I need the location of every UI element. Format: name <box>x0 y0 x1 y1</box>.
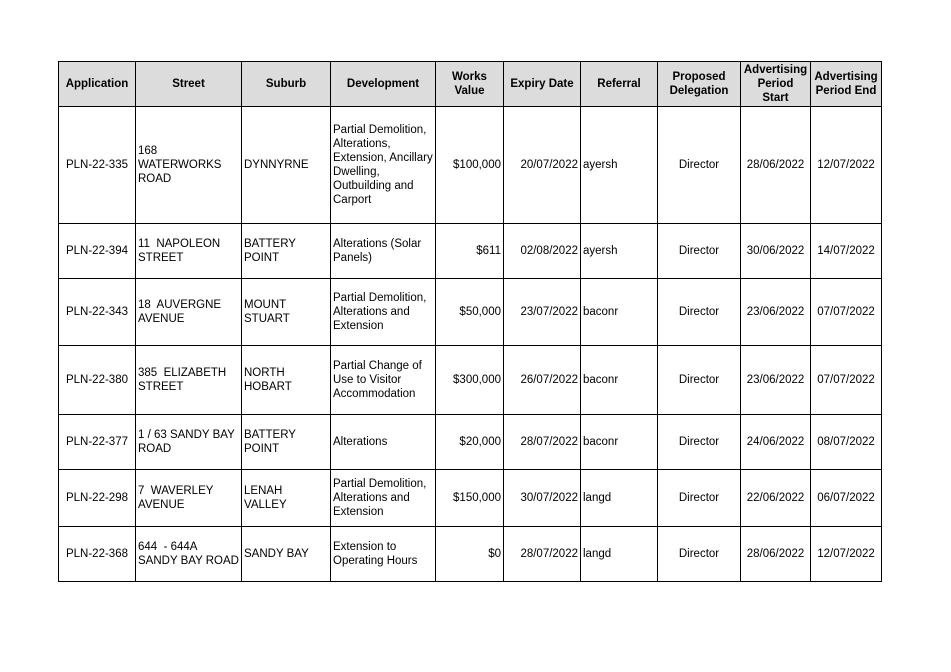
cell-delegation: Director <box>658 346 741 415</box>
header-advertising-start: Advertising Period Start <box>741 62 811 107</box>
table-row <box>59 346 882 415</box>
cell-application: PLN-22-377 <box>59 415 136 470</box>
cell-advertising-start: 24/06/2022 <box>741 415 811 470</box>
cell-expiry-date: 30/07/2022 <box>504 470 581 527</box>
cell-referral: baconr <box>581 415 658 470</box>
header-works-value: Works Value <box>436 62 504 107</box>
table-row <box>59 470 882 527</box>
cell-works-value: $100,000 <box>436 107 504 224</box>
header-suburb: Suburb <box>242 62 331 107</box>
cell-delegation: Director <box>658 470 741 527</box>
cell-street: 1 / 63 SANDY BAY ROAD <box>136 415 242 470</box>
cell-delegation: Director <box>658 279 741 346</box>
cell-application: PLN-22-380 <box>59 346 136 415</box>
cell-expiry-date: 20/07/2022 <box>504 107 581 224</box>
header-development: Development <box>331 62 436 107</box>
header-application: Application <box>59 62 136 107</box>
cell-application: PLN-22-298 <box>59 470 136 527</box>
cell-referral: langd <box>581 470 658 527</box>
cell-expiry-date: 26/07/2022 <box>504 346 581 415</box>
cell-suburb: MOUNT STUART <box>242 279 331 346</box>
cell-advertising-start: 28/06/2022 <box>741 107 811 224</box>
table-row <box>59 107 882 224</box>
cell-delegation: Director <box>658 415 741 470</box>
cell-works-value: $0 <box>436 527 504 582</box>
cell-street: 168 WATERWORKS ROAD <box>136 107 242 224</box>
cell-advertising-start: 28/06/2022 <box>741 527 811 582</box>
cell-expiry-date: 02/08/2022 <box>504 224 581 279</box>
cell-street: 18 AUVERGNE AVENUE <box>136 279 242 346</box>
header-expiry-date: Expiry Date <box>504 62 581 107</box>
cell-works-value: $150,000 <box>436 470 504 527</box>
header-referral: Referral <box>581 62 658 107</box>
cell-development: Partial Demolition, Alterations, Extension, Ancillary Dwelling, Outbuilding and Carport <box>331 107 436 224</box>
cell-advertising-start: 30/06/2022 <box>741 224 811 279</box>
table-row <box>59 527 882 582</box>
header-advertising-end: Advertising Period End <box>811 62 882 107</box>
cell-application: PLN-22-368 <box>59 527 136 582</box>
cell-expiry-date: 28/07/2022 <box>504 527 581 582</box>
cell-advertising-end: 12/07/2022 <box>811 107 882 224</box>
cell-street: 7 WAVERLEY AVENUE <box>136 470 242 527</box>
cell-expiry-date: 28/07/2022 <box>504 415 581 470</box>
cell-advertising-start: 23/06/2022 <box>741 279 811 346</box>
cell-advertising-start: 23/06/2022 <box>741 346 811 415</box>
cell-development: Alterations (Solar Panels) <box>331 224 436 279</box>
cell-street: 11 NAPOLEON STREET <box>136 224 242 279</box>
cell-works-value: $50,000 <box>436 279 504 346</box>
cell-suburb: DYNNYRNE <box>242 107 331 224</box>
cell-suburb: LENAH VALLEY <box>242 470 331 527</box>
cell-development: Partial Change of Use to Visitor Accommodation <box>331 346 436 415</box>
cell-street: 385 ELIZABETH STREET <box>136 346 242 415</box>
cell-advertising-end: 06/07/2022 <box>811 470 882 527</box>
cell-development: Partial Demolition, Alterations and Extension <box>331 470 436 527</box>
header-row <box>59 62 882 107</box>
header-proposed-delegation: Proposed Delegation <box>658 62 741 107</box>
cell-application: PLN-22-343 <box>59 279 136 346</box>
cell-works-value: $20,000 <box>436 415 504 470</box>
cell-expiry-date: 23/07/2022 <box>504 279 581 346</box>
cell-advertising-start: 22/06/2022 <box>741 470 811 527</box>
cell-application: PLN-22-335 <box>59 107 136 224</box>
cell-suburb: BATTERY POINT <box>242 224 331 279</box>
cell-works-value: $300,000 <box>436 346 504 415</box>
applications-table <box>58 61 882 582</box>
cell-street: 644 - 644A SANDY BAY ROAD <box>136 527 242 582</box>
table-row <box>59 279 882 346</box>
cell-development: Extension to Operating Hours <box>331 527 436 582</box>
cell-suburb: SANDY BAY <box>242 527 331 582</box>
cell-advertising-end: 07/07/2022 <box>811 346 882 415</box>
cell-advertising-end: 12/07/2022 <box>811 527 882 582</box>
cell-delegation: Director <box>658 107 741 224</box>
cell-advertising-end: 14/07/2022 <box>811 224 882 279</box>
cell-suburb: NORTH HOBART <box>242 346 331 415</box>
cell-development: Partial Demolition, Alterations and Extension <box>331 279 436 346</box>
cell-development: Alterations <box>331 415 436 470</box>
header-street: Street <box>136 62 242 107</box>
table-row <box>59 224 882 279</box>
cell-referral: ayersh <box>581 224 658 279</box>
cell-delegation: Director <box>658 527 741 582</box>
cell-referral: baconr <box>581 346 658 415</box>
cell-delegation: Director <box>658 224 741 279</box>
cell-advertising-end: 07/07/2022 <box>811 279 882 346</box>
cell-advertising-end: 08/07/2022 <box>811 415 882 470</box>
cell-referral: baconr <box>581 279 658 346</box>
cell-referral: ayersh <box>581 107 658 224</box>
table-row <box>59 415 882 470</box>
cell-works-value: $611 <box>436 224 504 279</box>
cell-suburb: BATTERY POINT <box>242 415 331 470</box>
cell-referral: langd <box>581 527 658 582</box>
cell-application: PLN-22-394 <box>59 224 136 279</box>
